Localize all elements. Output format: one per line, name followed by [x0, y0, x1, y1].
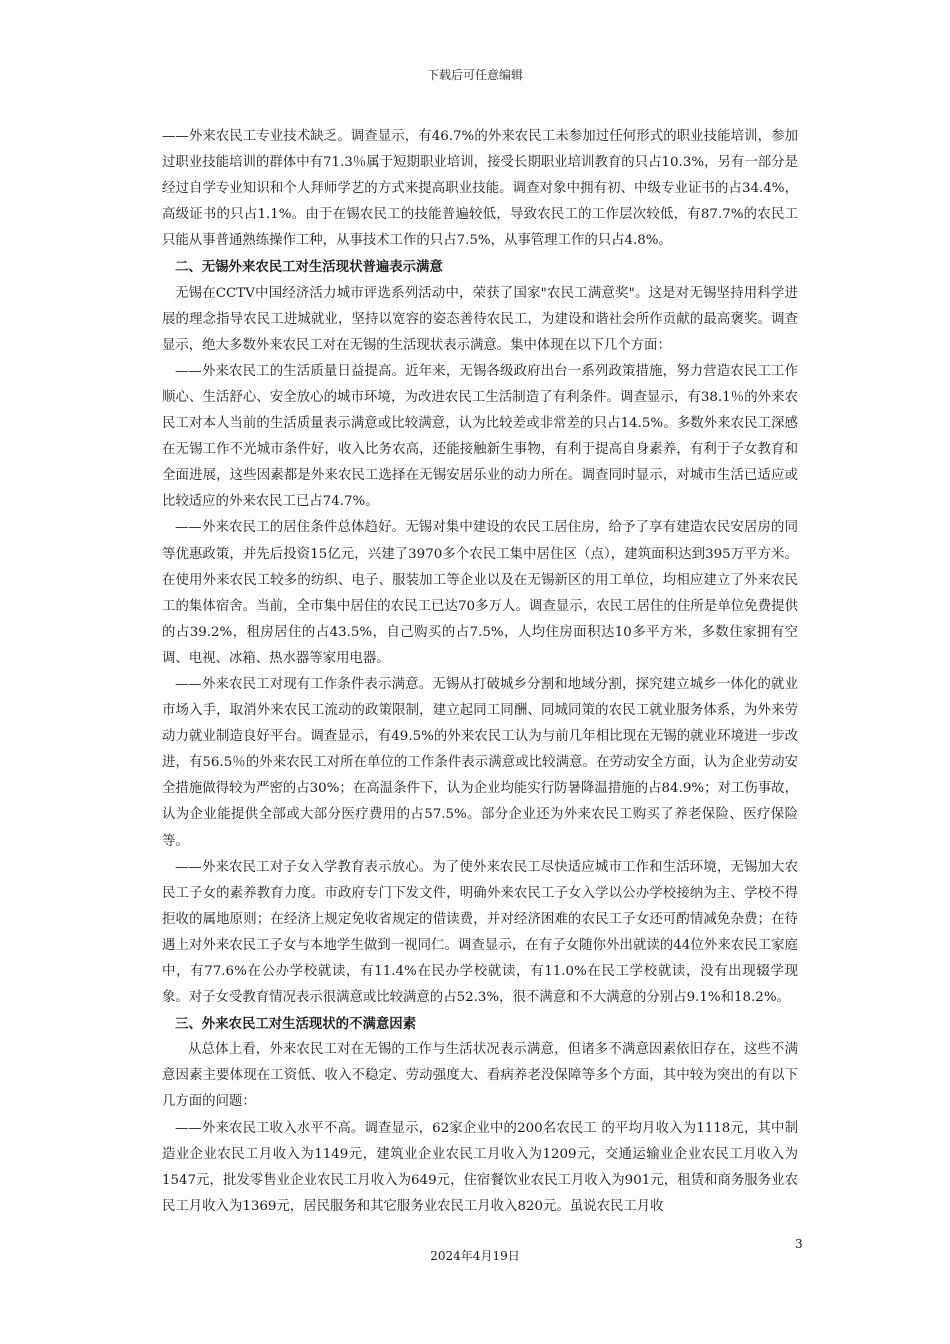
paragraph-cctv-award: 无锡在CCTV中国经济活力城市评选系列活动中，荣获了国家"农民工满意奖"。这是对无锡坚持用科学进展的理念指导农民工进城就业，坚持以宽容的姿态善待农民工，为建设和谐社会所作贡献的最高褒奖。调查显示，绝大多数外来农民工对在无锡的生活现状表示满意。集中体现在以下几个方面：: [162, 285, 798, 353]
document-body: [162, 124, 798, 1220]
paragraph-children-education: ——外来农民工对子女入学教育表示放心。为了使外来农民工尽快适应城市工作和生活环境，无锡加大农民工子女的素养教育力度。市政府专门下发文件，明确外来农民工子女入学以公办学校接纳为主、学校不得拒收的属地原则；在经济上规定免收省规定的借读费，并对经济困难的农民工子女还可酌情减免杂费；在待遇上对外来农民工子女与本地学生做到一视同仁。调查显示，在有子女随你外出就读的44位外来农民工家庭中，有77.6%在公办学校就读，有11.4%在民办学校就读，有11.0%在民工学校就读，没有出现辍学现象。对子女受教育情况表示很满意或比较满意的占52.3%，很不满意和不大满意的分别占9.1%和18.2%。: [162, 859, 798, 1006]
paragraph-housing: ——外来农民工的居住条件总体趋好。无锡对集中建设的农民工居住房，给予了享有建造农民安居房的同等优惠政策，并先后投资15亿元，兴建了3970多个农民工集中居住区（点），建筑面积达到395万平方米。在使用外来农民工较多的纺织、电子、服装加工等企业以及在无锡新区的用工单位，均相应建立了外来农民工的集体宿舍。当前，全市集中居住的农民工已达70多万人。调查显示，农民工居住的住所是单位免费提供的占39.2%，租房居住的占43.5%，自己购买的占7.5%，人均住房面积达10多平方米，多数住家拥有空调、电视、冰箱、热水器等家用电器。: [162, 520, 798, 666]
paragraph-dissatisfaction-overview: 从总体上看，外来农民工对在无锡的工作与生活状况表示满意，但诸多不满意因素依旧存在，这些不满意因素主要体现在工资低、收入不稳定、劳动强度大、看病养老没保障等多个方面，其中较为突出的有以下几方面的问题：: [162, 1042, 798, 1110]
page-number: 3: [795, 1237, 803, 1251]
paragraph-skill-shortage: ——外来农民工专业技术缺乏。调查显示，有46.7%的外来农民工未参加过任何形式的职业技能培训，参加过职业技能培训的群体中有71.3％属于短期职业培训，接受长期职业培训教育的只占10.3%，另有一部分是经过自学专业知识和个人拜师学艺的方式来提高职业技能。调查对象中拥有初、中级专业证书的占34.4%，高级证书的只占1.1%。由于在锡农民工的技能普遍较低，导致农民工的工作层次较低，有87.7%的农民工只能从事普通熟练操作工种，从事技术工作的只占7.5%，从事管理工作的只占4.8%。: [162, 129, 798, 249]
section-heading-3: 三、外来农民工对生活现状的不满意因素: [175, 1016, 417, 1033]
footer-date: 2024年4月19日: [430, 1249, 520, 1263]
paragraph-quality-of-life: ——外来农民工的生活质量日益提高。近年来，无锡各级政府出台一系列政策措施，努力营造农民工工作顺心、生活舒心、安全放心的城市环境，为改进农民工生活制造了有利条件。调查显示，有38.1％的外来农民工对本人当前的生活质量表示满意或比较满意，认为比较差或非常差的只占14.5%。多数外来农民工深感在无锡工作不光城市条件好，收入比务农高，还能接触新生事物，有利于提高自身素养，有利于子女教育和全面进展，这些因素都是外来农民工选择在无锡安居乐业的动力所在。调查同时显示，对城市生活已适应或比较适应的外来农民工已占74.7%。: [162, 363, 798, 510]
paragraph-income-level: ——外来农民工收入水平不高。调查显示，62家企业中的200名农民工 的平均月收入为1118元，其中制造业企业农民工月收入为1149元，建筑业企业农民工月收入为1209元，交通运输业企业农民工月收入为1547元，批发零售业企业农民工月收入为649元，住宿餐饮业农民工月收入为901元，租赁和商务服务业农民工月收入为1369元，居民服务和其它服务业农民工月收入820元。虽说农民工月收: [162, 1120, 798, 1214]
page-header: 下载后可任意编辑: [426, 68, 523, 82]
paragraph-work-conditions: ——外来农民工对现有工作条件表示满意。无锡从打破城乡分割和地域分割，探究建立城乡一体化的就业市场入手，取消外来农民工流动的政策限制，建立起同工同酬、同城同策的农民工就业服务体系，为外来劳动力就业制造良好平台。调查显示，有49.5%的外来农民工认为与前几年相比现在无锡的就业环境进一步改进，有56.5％的外来农民工对所在单位的工作条件表示满意或比较满意。在劳动安全方面，认为企业劳动安全措施做得较为严密的占30%；在高温条件下，认为企业均能实行防暑降温措施的占84.9%；对工伤事故，认为企业能提供全部或大部分医疗费用的占57.5%。部分企业还为外来农民工购买了养老保险、医疗保险等。: [162, 676, 798, 849]
section-heading-2: 二、无锡外来农民工对生活现状普遍表示满意: [175, 259, 443, 276]
